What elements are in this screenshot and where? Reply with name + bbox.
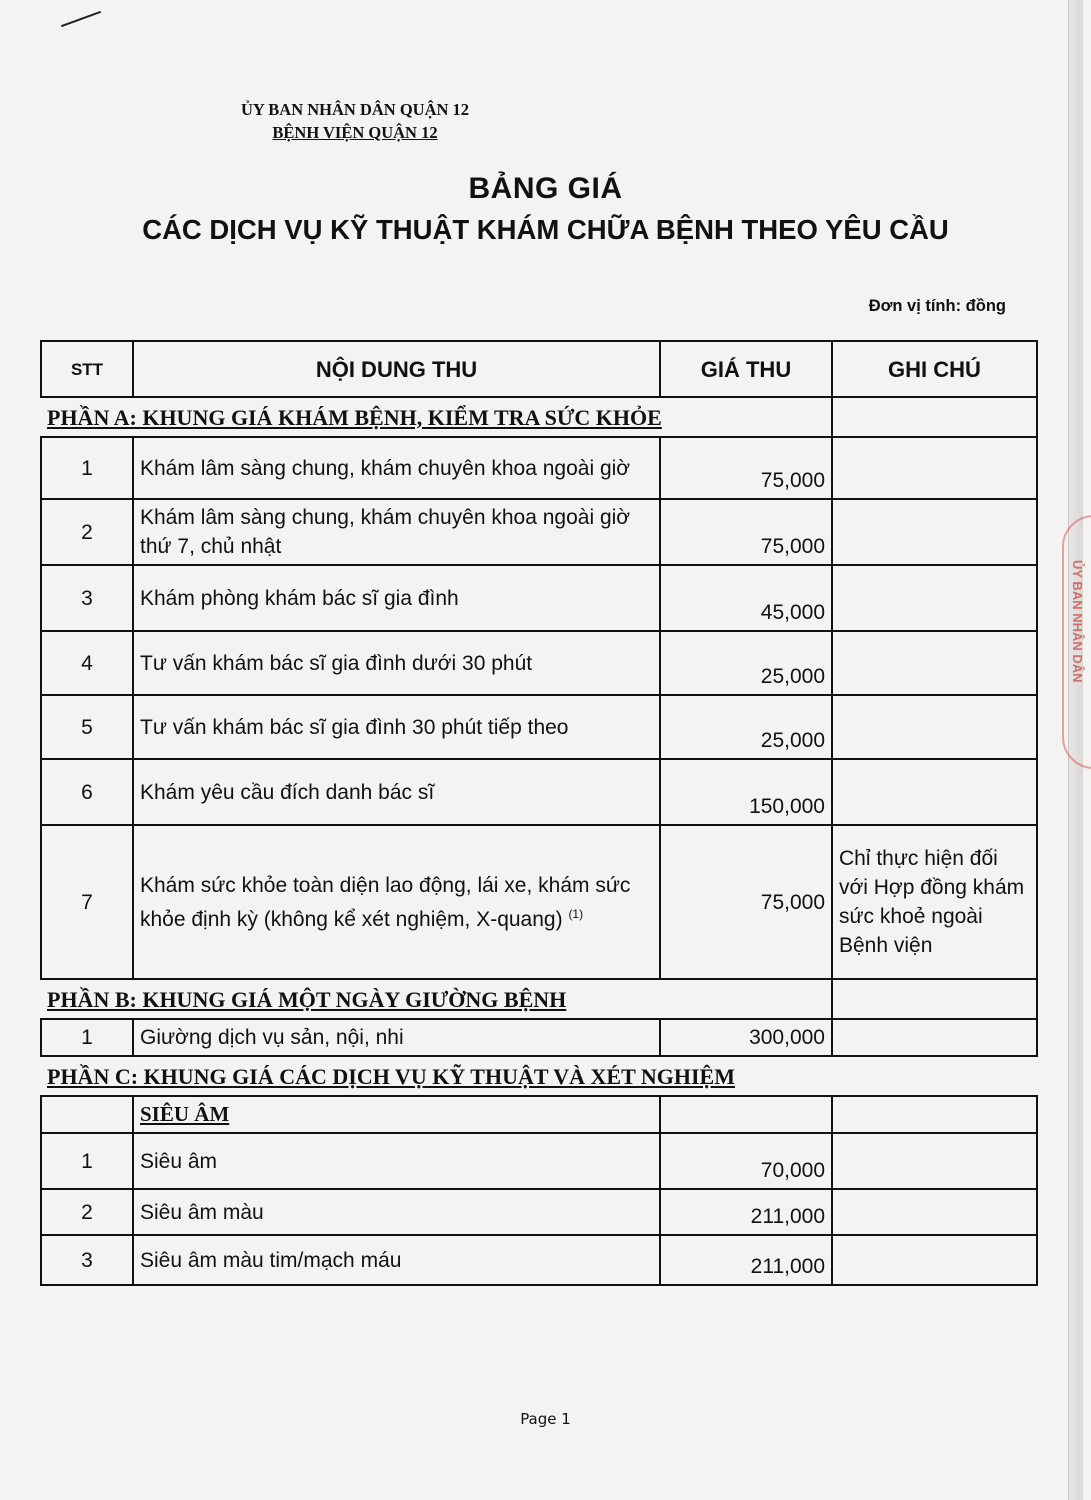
- row-content: Tư vấn khám bác sĩ gia đình dưới 30 phút: [133, 631, 660, 695]
- row-price: 25,000: [660, 695, 832, 759]
- row-stt: 1: [41, 437, 133, 499]
- row-note: [832, 1133, 1037, 1189]
- unit-label: Đơn vị tính: đồng: [868, 297, 1006, 315]
- row-note: [832, 1189, 1037, 1235]
- row-stt: 1: [41, 1019, 133, 1056]
- row-stt: 3: [41, 1235, 133, 1285]
- section-b-title: PHẦN B: KHUNG GIÁ MỘT NGÀY GIƯỜNG BỆNH: [47, 986, 567, 1012]
- row-content: Siêu âm: [133, 1133, 660, 1189]
- subsection-row: [41, 1096, 1037, 1133]
- table-row: [41, 631, 1037, 695]
- table-row: [41, 499, 1037, 565]
- price-table: [40, 340, 1038, 1286]
- row-price: 211,000: [660, 1235, 832, 1285]
- row-price: 300,000: [660, 1019, 832, 1056]
- page-subtitle: CÁC DỊCH VỤ KỸ THUẬT KHÁM CHỮA BỆNH THEO YÊU CẦU: [142, 214, 949, 245]
- row-note: [832, 565, 1037, 631]
- row-content: Tư vấn khám bác sĩ gia đình 30 phút tiếp theo: [133, 695, 660, 759]
- row-note: [832, 759, 1037, 825]
- row-stt: 2: [41, 499, 133, 565]
- header-organization: [190, 98, 520, 144]
- footnote-marker: (1): [568, 906, 584, 921]
- row-content: Siêu âm màu: [133, 1189, 660, 1235]
- row-price: 45,000: [660, 565, 832, 631]
- row-stt: 2: [41, 1189, 133, 1235]
- table-row: [41, 825, 1037, 979]
- table-row: [41, 1235, 1037, 1285]
- table-row: [41, 695, 1037, 759]
- row-content: Siêu âm màu tim/mạch máu: [133, 1235, 660, 1285]
- table-row: [41, 759, 1037, 825]
- table-row: [41, 1133, 1037, 1189]
- row-price: 75,000: [660, 437, 832, 499]
- row-stt: 7: [41, 825, 133, 979]
- row-content: Giường dịch vụ sản, nội, nhi: [133, 1019, 660, 1056]
- header-content: NỘI DUNG THU: [133, 341, 660, 397]
- row-price: 75,000: [660, 825, 832, 979]
- row-content: Khám lâm sàng chung, khám chuyên khoa ngoài giờ: [133, 437, 660, 499]
- row-content: Khám phòng khám bác sĩ gia đình: [133, 565, 660, 631]
- row-stt: 5: [41, 695, 133, 759]
- row-note: [832, 1019, 1037, 1056]
- row-stt: 4: [41, 631, 133, 695]
- section-a-title: PHẦN A: KHUNG GIÁ KHÁM BỆNH, KIỂM TRA SỨC KHỎE: [47, 404, 662, 430]
- org-line-1: ỦY BAN NHÂN DÂN QUẬN 12: [240, 100, 470, 119]
- page-title: BẢNG GIÁ: [468, 172, 623, 205]
- row-price: 70,000: [660, 1133, 832, 1189]
- page-number: Page 1: [520, 1410, 571, 1428]
- seal-stamp-text: ỦY BAN NHÂN DÂN: [1070, 560, 1085, 683]
- row-stt: 3: [41, 565, 133, 631]
- header-note: GHI CHÚ: [832, 341, 1037, 397]
- row-note: [832, 631, 1037, 695]
- header-stt: STT: [41, 341, 133, 397]
- row-note: [832, 437, 1037, 499]
- table-row: [41, 1019, 1037, 1056]
- row-note: [832, 1235, 1037, 1285]
- section-a-row: [41, 397, 1037, 437]
- row-content-text: Khám sức khỏe toàn diện lao động, lái xe, khám sức khỏe định kỳ (không kể xét nghiệm, X-quang): [140, 873, 631, 931]
- scan-mark: [61, 11, 101, 27]
- row-price: 25,000: [660, 631, 832, 695]
- table-row: [41, 565, 1037, 631]
- table-row: [41, 1189, 1037, 1235]
- row-content: Khám lâm sàng chung, khám chuyên khoa ngoài giờ thứ 7, chủ nhật: [133, 499, 660, 565]
- row-note: Chỉ thực hiện đối với Hợp đồng khám sức khoẻ ngoài Bệnh viện: [832, 825, 1037, 979]
- row-price: 75,000: [660, 499, 832, 565]
- section-c-row: [41, 1056, 1037, 1096]
- row-note: [832, 499, 1037, 565]
- section-c-title: PHẦN C: KHUNG GIÁ CÁC DỊCH VỤ KỸ THUẬT VÀ XÉT NGHIỆM: [47, 1063, 735, 1089]
- row-stt: 6: [41, 759, 133, 825]
- table-row: [41, 437, 1037, 499]
- row-price: 211,000: [660, 1189, 832, 1235]
- row-content: Khám yêu cầu đích danh bác sĩ: [133, 759, 660, 825]
- table-header-row: [41, 341, 1037, 397]
- row-content: [133, 825, 660, 979]
- row-stt: 1: [41, 1133, 133, 1189]
- section-b-row: [41, 979, 1037, 1019]
- org-line-2: BỆNH VIỆN QUẬN 12: [272, 123, 438, 142]
- row-note: [832, 695, 1037, 759]
- subsection-title: SIÊU ÂM: [133, 1096, 660, 1133]
- header-price: GIÁ THU: [660, 341, 832, 397]
- row-price: 150,000: [660, 759, 832, 825]
